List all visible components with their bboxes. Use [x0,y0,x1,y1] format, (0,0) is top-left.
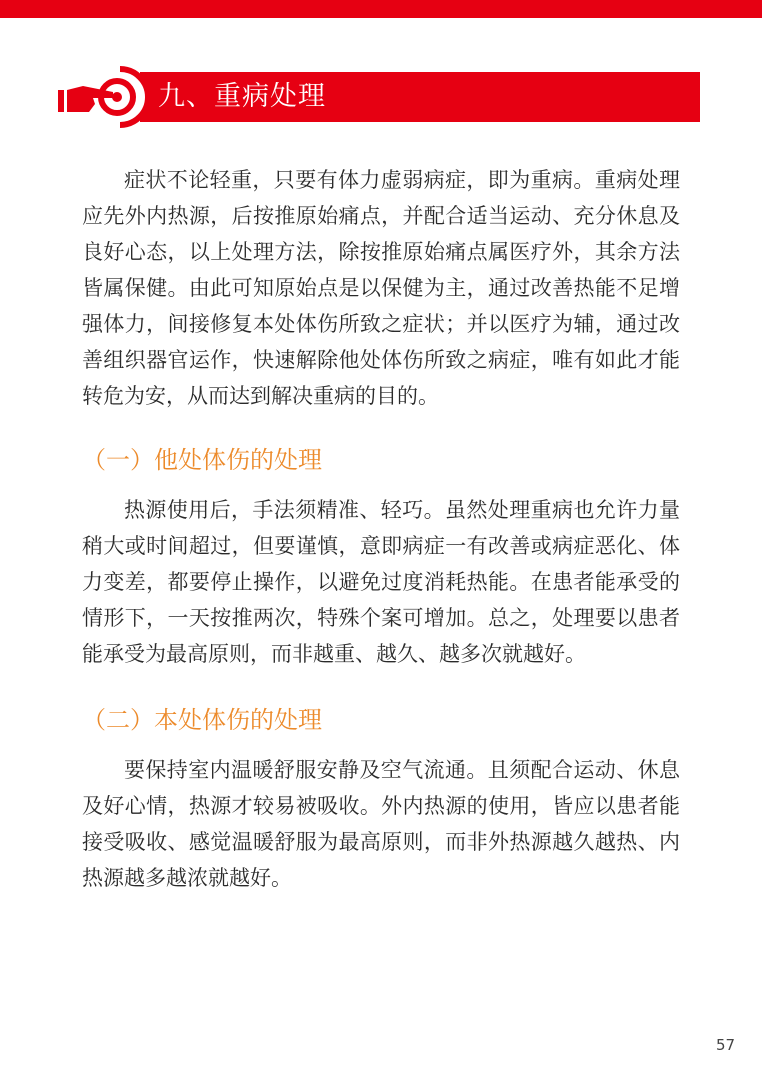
text-line: 接受吸收、感觉温暖舒服为最高原则，而非外热源越久越热、内 [82,830,680,854]
text-line: 转危为安，从而达到解决重病的目的。 [82,384,439,408]
paragraph-intro [82,162,680,414]
text-line: 热源使用后，手法须精准、轻巧。虽然处理重病也允许力量 [124,498,680,522]
text-line: 稍大或时间超过，但要谨慎，意即病症一有改善或病症恶化、体 [82,534,680,558]
subheading-local-injury: （二）本处体伤的处理 [82,706,322,734]
text-line: 症状不论轻重，只要有体力虚弱病症，即为重病。重病处理 [124,168,680,192]
text-line: 要保持室内温暖舒服安静及空气流通。且须配合运动、休息 [124,758,680,782]
top-red-bar [0,0,762,18]
page-number: 57 [716,1036,736,1054]
paragraph-local-injury [82,752,680,896]
section-title: 九、重病处理 [158,81,326,112]
text-line: 应先外内热源，后按推原始痛点，并配合适当运动、充分休息及 [82,204,680,228]
text-line: 情形下，一天按推两次，特殊个案可增加。总之，处理要以患者 [82,606,680,630]
text-line: 能承受为最高原则，而非越重、越久、越多次就越好。 [82,642,586,666]
text-line: 善组织器官运作，快速解除他处体伤所致之病症，唯有如此才能 [82,348,680,372]
text-line: 热源越多越浓就越好。 [82,866,292,890]
paragraph-other-injury [82,492,680,672]
text-line: 皆属保健。由此可知原始点是以保健为主，通过改善热能不足增 [82,276,680,300]
text-line: 良好心态，以上处理方法，除按推原始痛点属医疗外，其余方法 [82,240,680,264]
pointing-hand-target-icon [55,62,155,132]
text-line: 力变差，都要停止操作，以避免过度消耗热能。在患者能承受的 [82,570,680,594]
text-line: 及好心情，热源才较易被吸收。外内热源的使用，皆应以患者能 [82,794,680,818]
subheading-other-injury: （一）他处体伤的处理 [82,446,322,474]
text-line: 强体力，间接修复本处体伤所致之症状；并以医疗为辅，通过改 [82,312,680,336]
